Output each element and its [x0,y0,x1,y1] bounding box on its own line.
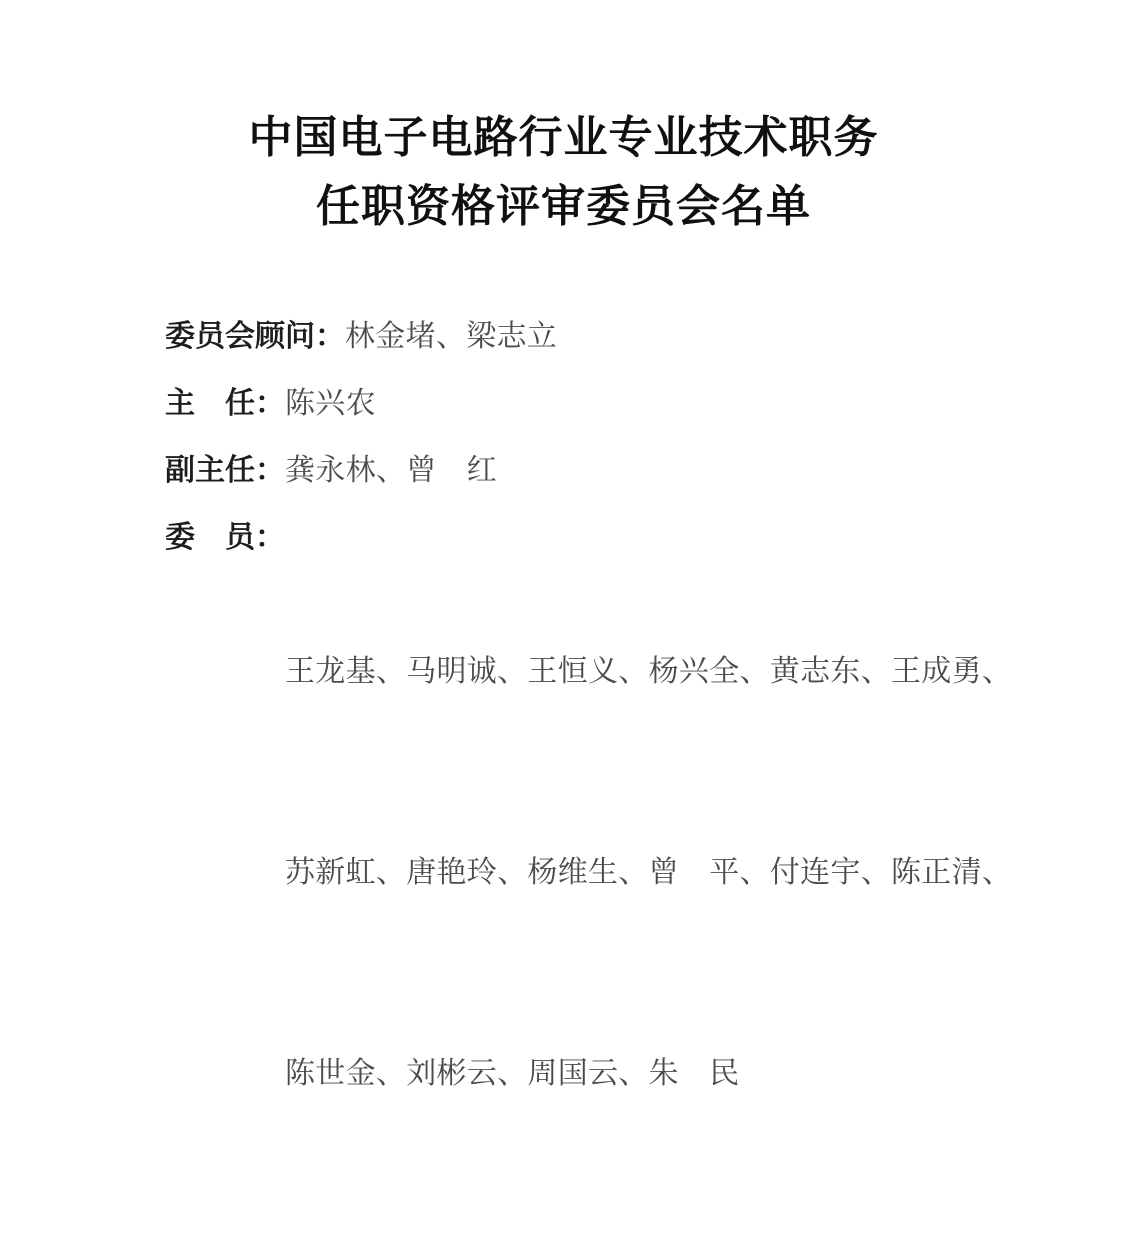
row-director [165,370,1047,437]
advisor-label: 委员会顾问： [165,320,345,353]
title-line-2: 任职资格评审委员会名单 [316,182,811,231]
director-names: 陈兴农 [285,387,376,420]
director-label: 主 任： [165,387,285,420]
deputy-director-names: 龚永林、曾 红 [285,454,498,487]
row-committee-advisor [165,303,1047,370]
row-members [165,504,1047,1241]
document-title [0,103,1127,241]
advisor-names: 林金堵、梁志立 [345,320,558,353]
committee-list [165,303,1047,1241]
members-line-1: 王龙基、马明诚、王恒义、杨兴全、黄志东、王成勇、 [285,655,1013,688]
title-line-1: 中国电子电路行业专业技术职务 [248,113,879,162]
deputy-director-label: 副主任： [165,454,285,487]
members-names [285,504,1012,1241]
members-line-3: 陈世金、刘彬云、周国云、朱 民 [285,1057,740,1090]
members-label: 委 员： [165,521,285,554]
members-line-2: 苏新虹、唐艳玲、杨维生、曾 平、付连宇、陈正清、 [285,856,1013,889]
row-deputy-director [165,437,1047,504]
